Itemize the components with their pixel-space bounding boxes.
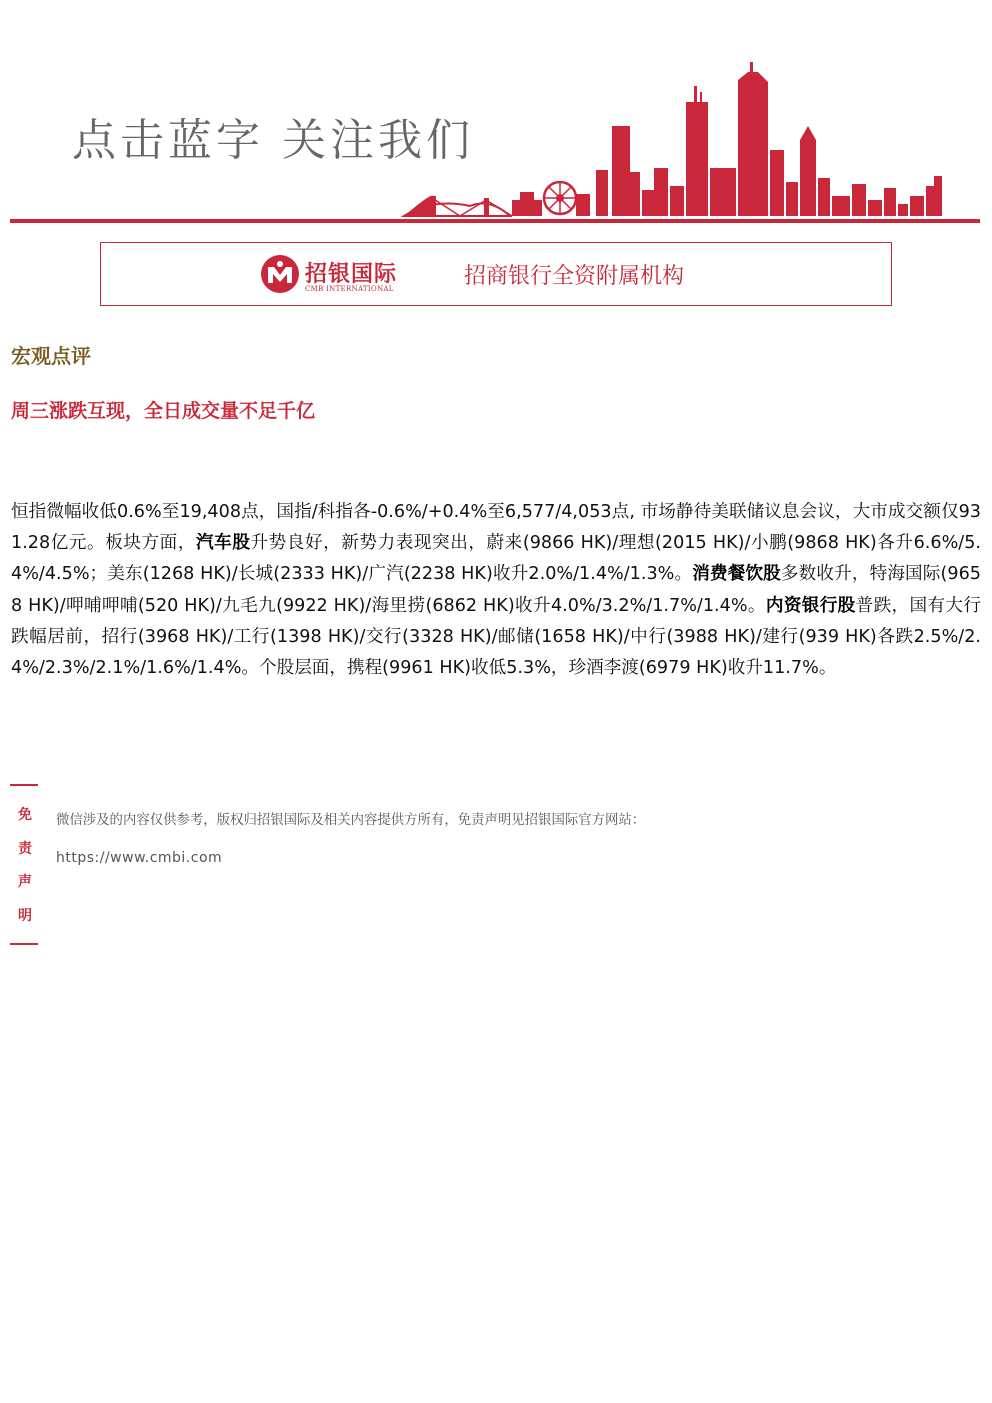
disclaimer-char: 免: [18, 807, 32, 823]
disclaimer-url[interactable]: https://www.cmbi.com: [56, 850, 223, 866]
disclaimer-bottom-line: [10, 943, 38, 945]
banner-tagline: 招商银行全资附属机构: [464, 264, 685, 289]
disclaimer-char: 明: [18, 908, 32, 924]
sector-domestic-banks: 内资银行股: [765, 595, 856, 616]
disclaimer-top-line: [10, 784, 38, 786]
logo-name: 招银国际: [305, 261, 398, 287]
cmb-logo-icon: [259, 253, 301, 295]
disclaimer-text: 微信涉及的内容仅供参考，版权归招银国际及相关内容提供方所有，免责声明见招银国际官方网站：: [56, 813, 646, 828]
section-label: 宏观点评: [11, 344, 91, 368]
institution-banner: [100, 242, 892, 306]
article-headline: 周三涨跌互现，全日成交量不足千亿: [11, 400, 316, 422]
paragraph-text: 多数收升，特海国际(9658 HK)/呷哺呷哺(520 HK)/九毛九(9922 HK)/海里捞(6862 HK)收升4.0%/3.2%/1.7%/1.4%。: [11, 564, 981, 616]
header-rule: [10, 219, 980, 223]
disclaimer-label: [10, 782, 38, 946]
disclaimer-char: 责: [18, 841, 32, 857]
article-paragraph: [11, 497, 981, 684]
header-title: 点击蓝字 关注我们: [72, 115, 474, 166]
paragraph-text: 普跌，国有大行跌幅居前，招行(3968 HK)/工行(1398 HK)/交行(3328 HK)/邮储(1658 HK)/中行(3988 HK)/建行(939 HK)各跌2.5%/2.4%/2.3%/2.1%/1.6%/1.4%。个股层面，携程(9961 HK)收低5.3%，珍酒李渡(6979 HK)收升11.7%。: [11, 595, 981, 679]
page-header: [0, 0, 992, 232]
cmb-logo: [259, 253, 429, 297]
disclaimer-char: 声: [18, 874, 32, 890]
city-skyline-icon: [0, 0, 992, 232]
sector-auto: 汽车股: [196, 533, 251, 554]
paragraph-text: 恒指微幅收低0.6%至19,408点，国指/科指各-0.6%/+0.4%至6,577/4,053点, 市场静待美联储议息会议，大市成交额仅931.28亿元。板块方面，: [11, 502, 981, 554]
logo-subtitle: CMB INTERNATIONAL: [305, 285, 394, 293]
sector-consumer-dining: 消费餐饮股: [692, 564, 781, 585]
paragraph-text: 升势良好，新势力表现突出，蔚来(9866 HK)/理想(2015 HK)/小鹏(9868 HK)各升6.6%/5.4%/4.5%；美东(1268 HK)/长城(2333 HK)/广汽(2238 HK)收升2.0%/1.4%/1.3%。: [11, 533, 981, 585]
